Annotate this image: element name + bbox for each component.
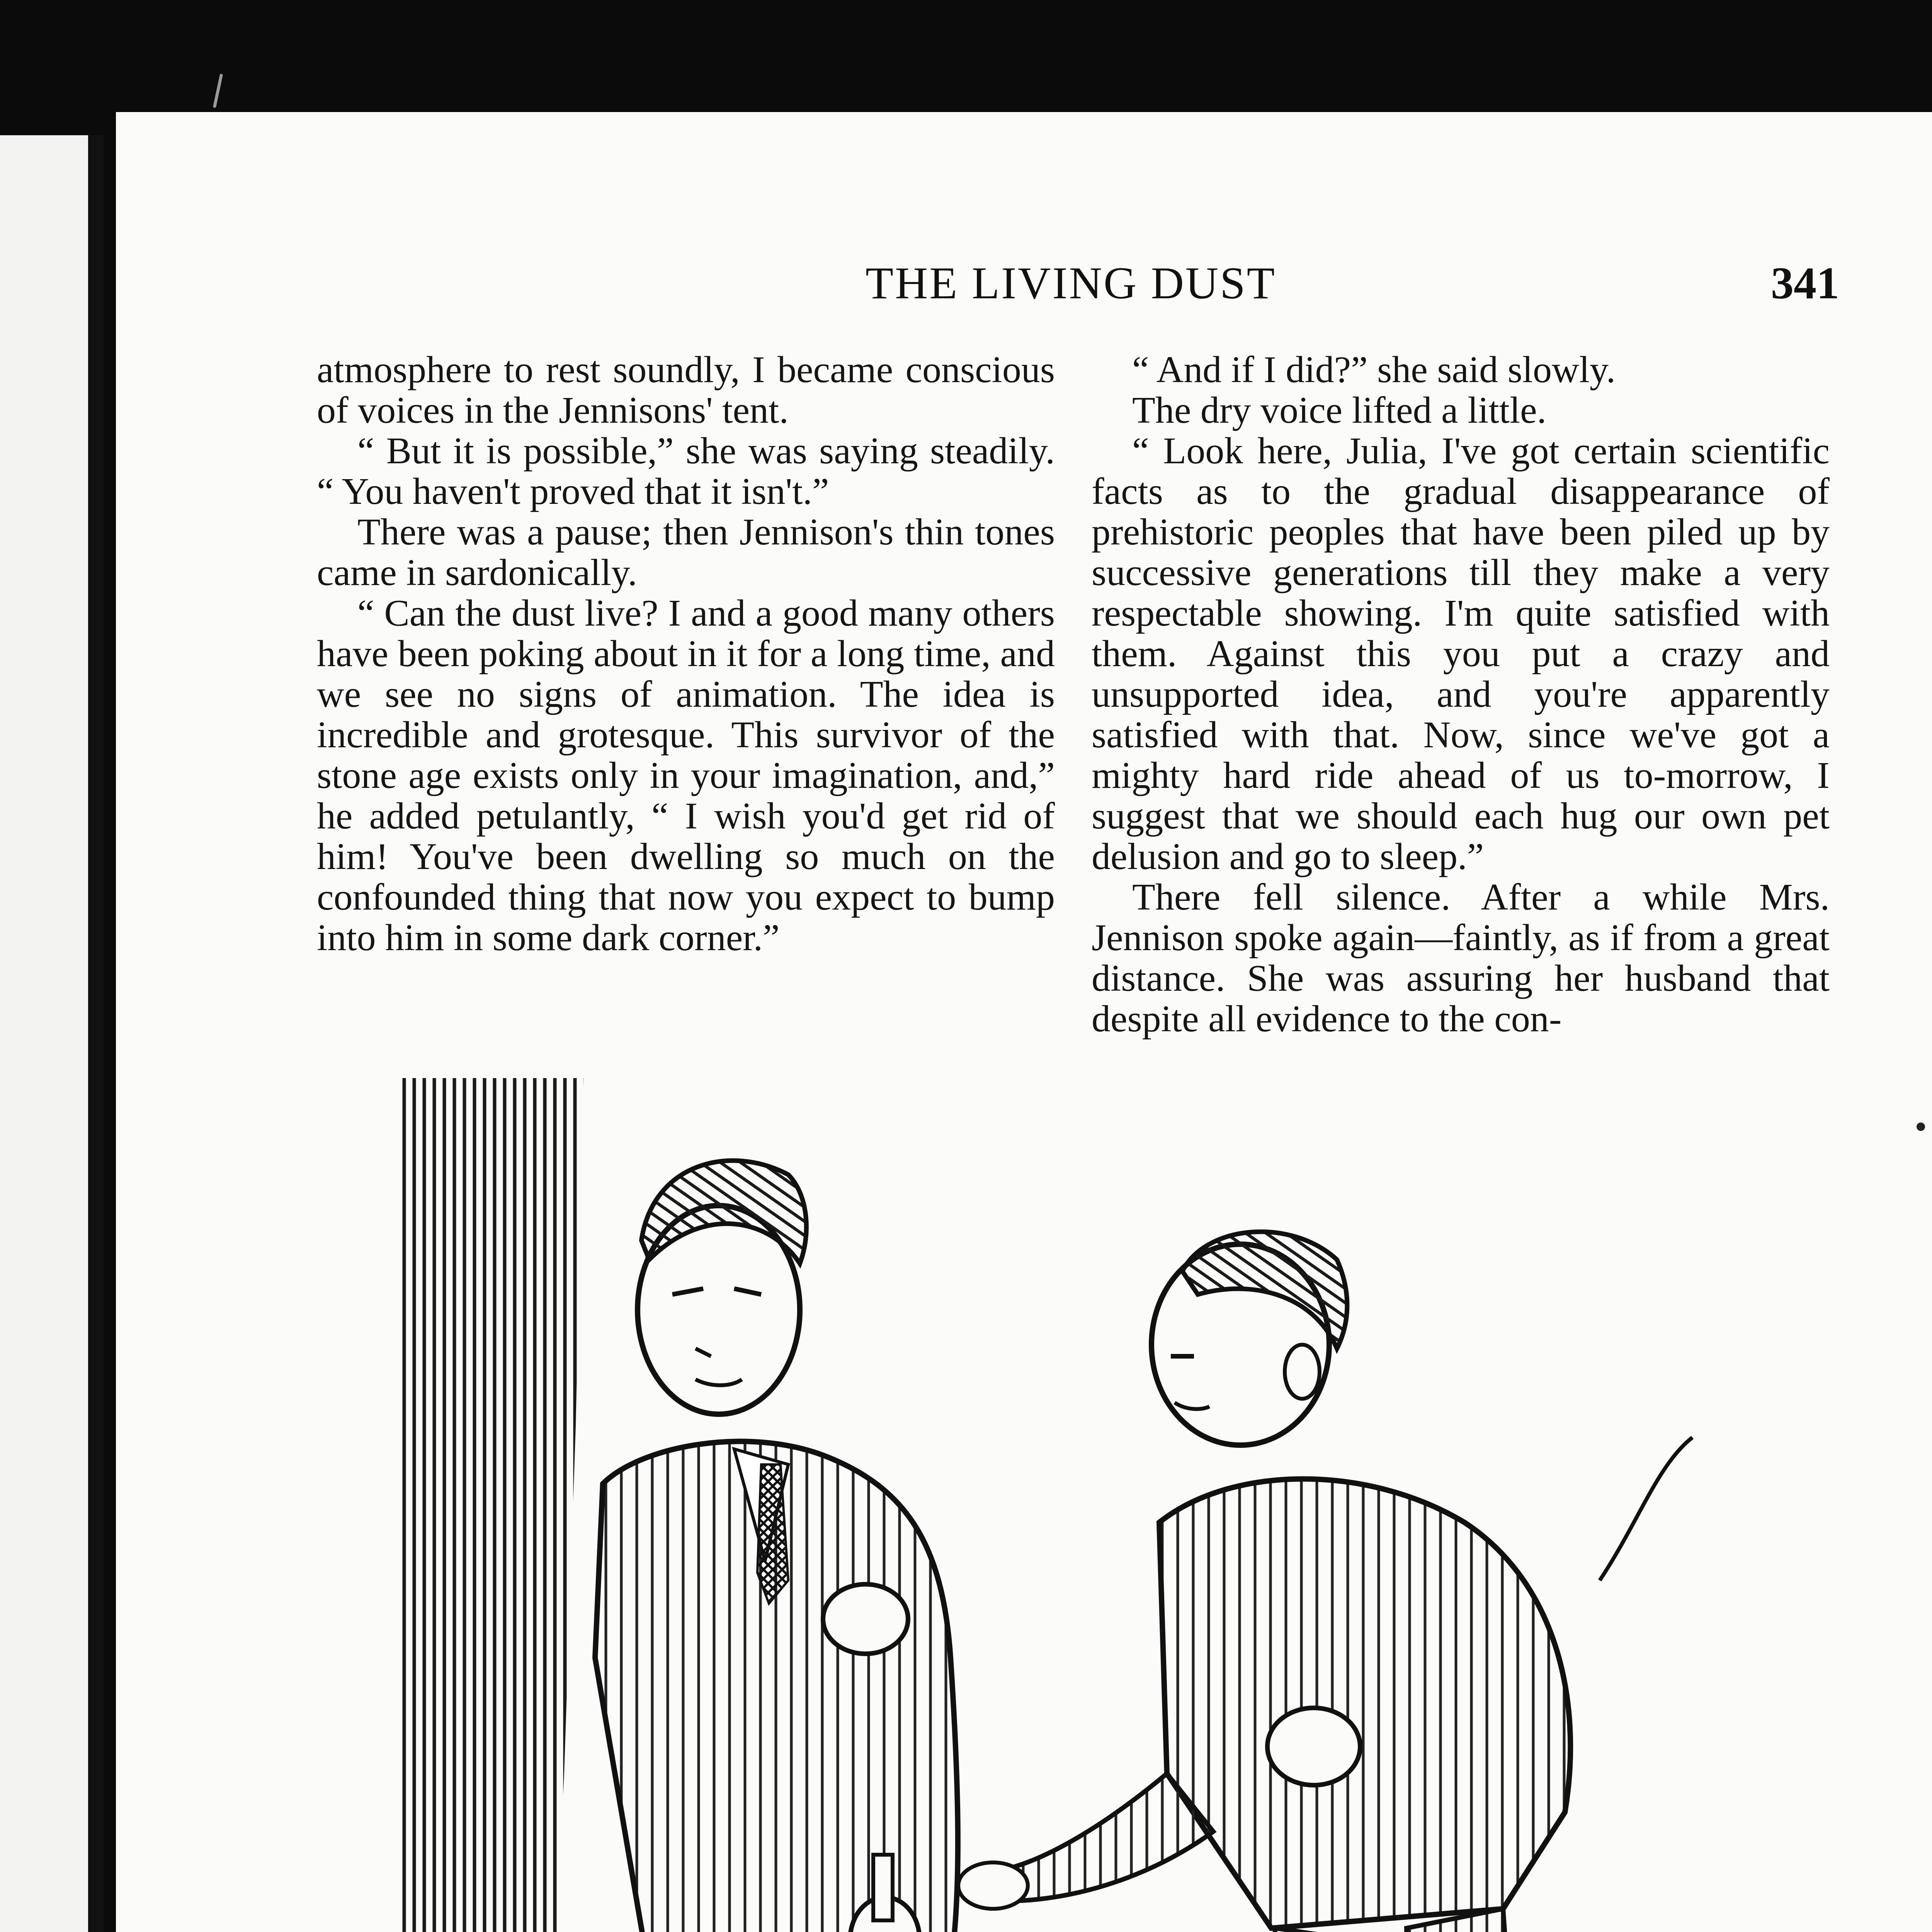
paragraph: atmosphere to rest soundly, I became conscious of voices in the Jennisons' tent. xyxy=(317,349,1055,431)
twig xyxy=(1600,1437,1692,1580)
paragraph: “ Can the dust live? I and a good many others have been poking about in it for a long time, and we see no signs of animation. The idea is incredible and grotesque. This survivor of the stone age exists only in your imagination, and,” he added petulantly, “ I wish you'd get rid of him! You've been dwelling so much on the confounded thing that now you expect to bump into him in some dark corner.” xyxy=(317,592,1055,959)
paragraph: The dry voice lifted a little. xyxy=(1132,389,1547,431)
pen-and-ink-illustration xyxy=(402,1078,1731,1932)
paragraph: There fell silence. After a while Mrs. Jennison spoke again—faintly, as if from a great distance. She was assuring her husband that despite all evidence to the con- xyxy=(1092,876,1830,1040)
facing-page-edge xyxy=(0,135,99,1932)
paragraph: “ And if I did?” she said slowly. xyxy=(1132,349,1616,391)
man-in-shirt-figure xyxy=(958,1232,1570,1932)
page-number: 341 xyxy=(1771,258,1839,308)
print-speck xyxy=(1917,1122,1925,1131)
running-head: THE LIVING DUST xyxy=(866,258,1276,308)
paragraph: “ But it is possible,” she was saying steadily. “ You haven't proved that it isn't.” xyxy=(317,430,1055,512)
paragraph: There was a pause; then Jennison's thin tones came in sardonically. xyxy=(317,511,1055,594)
paragraph: “ Look here, Julia, I've got certain scientific facts as to the gradual disappearance of prehistoric peoples that have been piled up by successive generations till they make a very respectable showing. I'm quite satisfied with them. Against this you put a crazy and unsupported idea, and you're apparently satisfied with that. Now, since we've got a mighty hard ride ahead of us to-morrow, I suggest that we should each hug our own pet delusion and go to sleep.” xyxy=(1092,430,1830,878)
text-column-left xyxy=(317,350,1055,958)
print-speck xyxy=(213,73,223,108)
book-gutter xyxy=(88,135,104,1932)
text-column-right xyxy=(1092,350,1830,1039)
man-in-suit-figure xyxy=(595,1161,958,1932)
